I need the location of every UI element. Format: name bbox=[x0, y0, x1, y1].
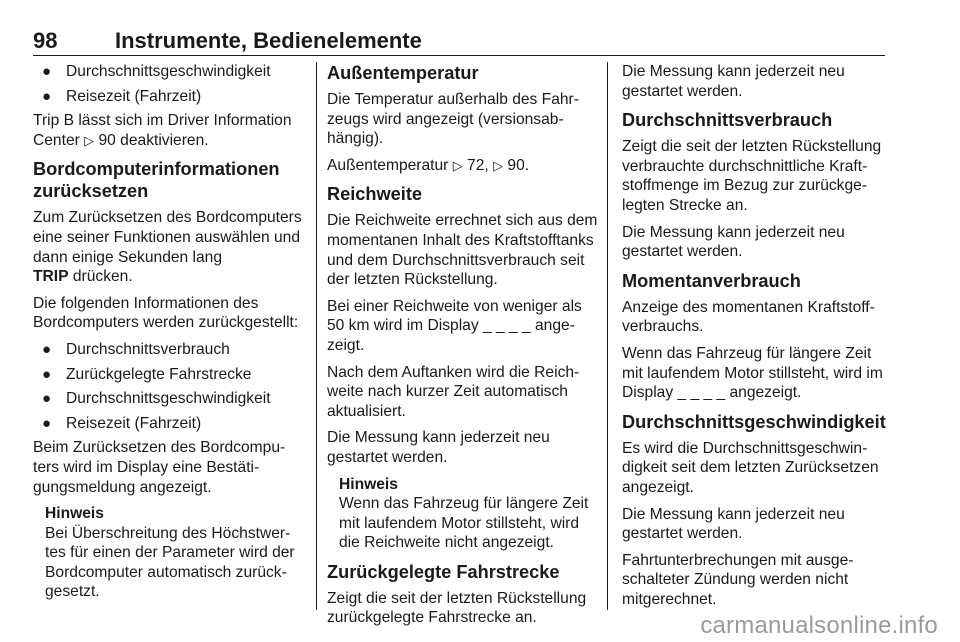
note-box bbox=[33, 504, 305, 602]
header-rule bbox=[33, 55, 885, 56]
list-item: ● Reisezeit (Fahrzeit) bbox=[42, 414, 202, 432]
section-heading: Zurückgelegte Fahrstrecke bbox=[327, 561, 560, 582]
paragraph: Bei einer Reichweite von weniger als 50 km wird im Display _ _ _ _ angezeigt. bbox=[327, 297, 582, 354]
note-text: Wenn das Fahrzeug für längere Zeit mit laufendem Motor stillsteht, wird die Reichweite nicht angezeigt. bbox=[339, 495, 589, 552]
triangle-right-icon: ▷ bbox=[452, 157, 463, 173]
triangle-right-icon: ▷ bbox=[493, 157, 504, 173]
trip-key-label: TRIP bbox=[33, 268, 69, 286]
page-number: 98 bbox=[33, 28, 58, 53]
column-divider bbox=[316, 62, 317, 610]
paragraph: Zum Zurücksetzen des Bordcomputers eine seiner Funktionen auswählen und dann einige Sekunden lang TRIP drücken. bbox=[33, 209, 302, 286]
paragraph: Wenn das Fahrzeug für längere Zeit mit laufendem Motor stillsteht, wird im Display _ _ _ _ angezeigt. bbox=[622, 344, 883, 402]
section-heading: Momentanverbrauch bbox=[622, 270, 801, 291]
list-item: ● Reisezeit (Fahrzeit) bbox=[42, 87, 202, 105]
bullet-dot-icon: ● bbox=[42, 340, 52, 358]
watermark: carmanualsonline.info bbox=[700, 612, 938, 639]
section-heading: Durchschnittsgeschwindigkeit bbox=[622, 411, 886, 432]
column-1 bbox=[33, 62, 305, 609]
paragraph: Zeigt die seit der letzten Rückstellung verbrauchte durchschnittliche Kraftstoffmenge im Bezug zur zurückgelegten Strecke an. bbox=[622, 138, 882, 214]
bullet-dot-icon: ● bbox=[42, 63, 52, 80]
paragraph: Die Reichweite errechnet sich aus dem momentanen Inhalt des Kraftstofftanks und dem Durchschnittsverbrauch seit der letzten Rückstellung. bbox=[327, 212, 598, 289]
list-item: ● Durchschnittsverbrauch bbox=[42, 340, 230, 358]
note-box bbox=[327, 475, 599, 553]
bullet-dot-icon: ● bbox=[42, 365, 52, 383]
paragraph: Die Messung kann jederzeit neu gestartet werden. bbox=[327, 429, 550, 466]
paragraph: Die Messung kann jederzeit neu gestartet werden. bbox=[622, 505, 845, 543]
note-title: Hinweis bbox=[339, 475, 398, 493]
column-2 bbox=[327, 62, 599, 635]
note-text: Bei Überschreitung des Höchstwertes für einen der Parameter wird der Bordcomputer automatisch zurückgesetzt. bbox=[45, 524, 295, 601]
list-item: ● Durchschnittsgeschwindigkeit bbox=[42, 63, 271, 80]
paragraph: Trip B lässt sich im Driver Information Center ▷ 90 deaktivieren. bbox=[33, 112, 292, 149]
paragraph: Die Temperatur außerhalb des Fahrzeugs wird angezeigt (versionsabhängig). bbox=[327, 91, 579, 148]
paragraph: Die folgenden Informationen des Bordcomputers werden zurückgestellt: bbox=[33, 294, 299, 332]
paragraph: Die Messung kann jederzeit neu gestartet werden. bbox=[622, 63, 845, 100]
paragraph: Beim Zurücksetzen des Bordcomputers wird im Display eine Bestätigungsmeldung angezeigt. bbox=[33, 439, 286, 496]
paragraph: Es wird die Durchschnittsgeschwindigkeit seit dem letzten Zurücksetzen angezeigt. bbox=[622, 439, 879, 496]
column-3 bbox=[622, 62, 888, 616]
paragraph: Außentemperatur ▷ 72, ▷ 90. bbox=[327, 156, 530, 174]
paragraph: Die Messung kann jederzeit neu gestartet werden. bbox=[622, 223, 845, 261]
column-divider bbox=[607, 62, 608, 610]
paragraph: Nach dem Auftanken wird die Reichweite nach kurzer Zeit automatisch aktualisiert. bbox=[327, 363, 580, 420]
section-heading: Bordcomputerinformationen zurücksetzen bbox=[33, 159, 280, 202]
paragraph: Zeigt die seit der letzten Rückstellung zurückgelegte Fahrstrecke an. bbox=[327, 589, 587, 627]
page-header bbox=[33, 28, 885, 54]
paragraph: Anzeige des momentanen Kraftstoffverbrauchs. bbox=[622, 298, 875, 336]
list-item: ● Durchschnittsgeschwindigkeit bbox=[42, 390, 271, 408]
note-title: Hinweis bbox=[45, 505, 104, 523]
section-heading: Reichweite bbox=[327, 184, 423, 205]
section-heading: Durchschnittsverbrauch bbox=[622, 110, 833, 131]
list-item: ● Zurückgelegte Fahrstrecke bbox=[42, 365, 252, 383]
section-heading: Außentemperatur bbox=[327, 63, 479, 83]
triangle-right-icon: ▷ bbox=[84, 132, 95, 148]
page-title: Instrumente, Bedienelemente bbox=[115, 28, 422, 53]
bullet-dot-icon: ● bbox=[42, 414, 52, 432]
bullet-dot-icon: ● bbox=[42, 390, 52, 408]
paragraph: Fahrtunterbrechungen mit ausgeschalteter Zündung werden nicht mitgerechnet. bbox=[622, 551, 854, 608]
bullet-dot-icon: ● bbox=[42, 87, 52, 105]
